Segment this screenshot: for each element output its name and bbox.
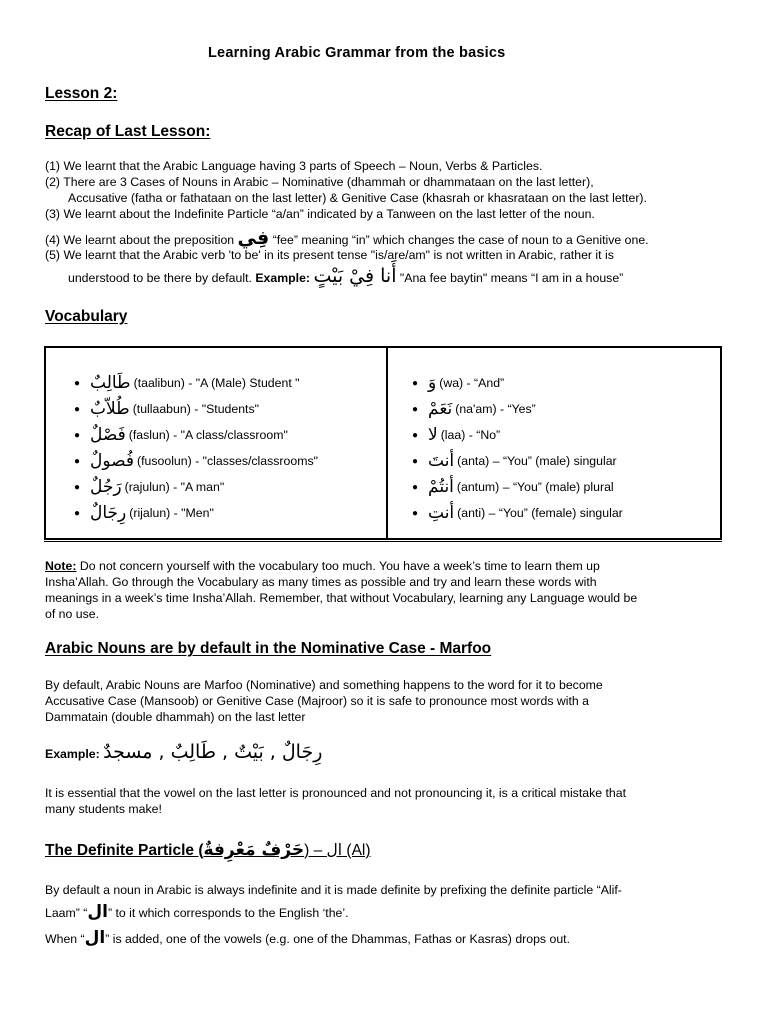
list-item bbox=[412, 500, 623, 526]
vocab-meaning: (anta) – “You” (male) singular bbox=[457, 454, 617, 468]
document-title: Learning Arabic Grammar from the basics bbox=[208, 45, 506, 61]
definite-line-3-pre: When “ bbox=[45, 932, 85, 946]
bullet-icon: ● bbox=[74, 481, 81, 493]
note-line-4: of no use. bbox=[45, 607, 100, 621]
vocab-arabic: فُصولٌ bbox=[90, 451, 135, 471]
recap-line-verb: (5) We learnt that the Arabic verb 'to be' in its present tense "is/are/am" is not written in Arabic, rather it is bbox=[45, 248, 614, 262]
bullet-icon: ● bbox=[412, 455, 419, 467]
vocab-arabic: وَ bbox=[428, 373, 437, 393]
vocab-arabic: نَعَمْ bbox=[428, 399, 453, 419]
list-item bbox=[412, 396, 623, 422]
note-text: Do not concern yourself with the vocabulary too much. You have a week’s time to learn them up bbox=[79, 559, 600, 573]
vocab-meaning: (antum) – “You” (male) plural bbox=[456, 480, 614, 494]
recap-line-example bbox=[68, 265, 624, 287]
recap-line-example-post: "Ana fee baytin" means “I am in a house” bbox=[399, 271, 624, 285]
recap-line-example-pre: understood to be there by default. bbox=[68, 271, 252, 285]
vocab-meaning: (fusoolun) - "classes/classrooms" bbox=[137, 454, 318, 468]
vocab-arabic: رِجَالٌ bbox=[90, 503, 127, 523]
definite-heading-pre: The Definite Particle ( bbox=[45, 842, 204, 859]
note-line-3: meanings in a week’s time Insha’Allah. Remember, that without Vocabulary, learning any Language would be bbox=[45, 591, 638, 605]
recap-line-1: (1) We learnt that the Arabic Language having 3 parts of Speech – Noun, Verbs & Particles. bbox=[45, 159, 543, 173]
bullet-icon: ● bbox=[412, 481, 419, 493]
bullet-icon: ● bbox=[412, 403, 419, 415]
nominative-example bbox=[45, 741, 323, 763]
nominative-line-2: Accusative Case (Mansoob) or Genitive Case (Majroor) so it is safe to pronounce most words with a bbox=[45, 694, 590, 708]
bullet-icon: ● bbox=[412, 507, 419, 519]
vocab-arabic: أنتِ bbox=[428, 503, 455, 523]
nominative-heading: Arabic Nouns are by default in the Nominative Case - Marfoo bbox=[45, 640, 492, 657]
vocabulary-right-list bbox=[412, 370, 623, 526]
lesson-heading: Lesson 2: bbox=[45, 85, 118, 102]
definite-heading bbox=[45, 840, 371, 860]
recap-line-preposition-pre: (4) We learnt about the preposition bbox=[45, 233, 235, 247]
list-item bbox=[412, 474, 623, 500]
definite-line-2 bbox=[45, 904, 349, 921]
definite-line-3 bbox=[45, 930, 570, 947]
vocab-meaning: (faslun) - "A class/classroom" bbox=[128, 428, 288, 442]
list-item bbox=[74, 370, 318, 396]
list-item bbox=[74, 422, 318, 448]
vocabulary-heading: Vocabulary bbox=[45, 308, 128, 325]
note-line-1 bbox=[45, 558, 600, 574]
bullet-icon: ● bbox=[412, 429, 419, 441]
vocab-arabic: أنتَ bbox=[428, 451, 455, 471]
bullet-icon: ● bbox=[74, 455, 81, 467]
list-item bbox=[74, 396, 318, 422]
vocab-meaning: (anti) – “You” (female) singular bbox=[457, 506, 623, 520]
recap-line-preposition bbox=[45, 227, 649, 249]
nominative-note-line-2: many students make! bbox=[45, 802, 162, 816]
vocab-meaning: (wa) - “And” bbox=[439, 376, 505, 390]
recap-heading: Recap of Last Lesson: bbox=[45, 123, 211, 140]
vocabulary-table-underline bbox=[44, 541, 722, 542]
example-label: Example: bbox=[255, 271, 311, 285]
vocabulary-column-divider bbox=[386, 348, 388, 538]
arabic-fee: فِي bbox=[237, 227, 270, 249]
recap-line-preposition-post: “fee” meaning “in” which changes the case of noun to a Genitive one. bbox=[272, 233, 649, 247]
vocabulary-table bbox=[44, 346, 722, 540]
recap-line-4: (3) We learnt about the Indefinite Particle “a/an” indicated by a Tanween on the last letter of the noun. bbox=[45, 207, 595, 221]
definite-line-2-pre: Laam” “ bbox=[45, 906, 88, 920]
vocab-arabic: رَجُلٌ bbox=[90, 477, 122, 497]
vocab-arabic: طُلاّبٌ bbox=[90, 399, 130, 419]
arabic-al: ال bbox=[87, 902, 108, 922]
list-item bbox=[412, 448, 623, 474]
bullet-icon: ● bbox=[74, 507, 81, 519]
nominative-example-arabic: رِجَالٌ , بَيْتٌ , طَالِبٌ , مسجدٌ bbox=[103, 741, 323, 763]
nominative-example-label: Example: bbox=[45, 747, 100, 761]
nominative-line-1: By default, Arabic Nouns are Marfoo (Nominative) and something happens to the word for it to become bbox=[45, 678, 603, 692]
list-item bbox=[74, 474, 318, 500]
definite-heading-arabic: حَرْفٌ مَعْرِفةٌ bbox=[203, 840, 305, 860]
vocab-arabic: فَصْلٌ bbox=[90, 425, 126, 445]
vocab-arabic: طَالِبٌ bbox=[90, 373, 131, 393]
definite-heading-post: ) – ال (Al) bbox=[304, 842, 371, 859]
vocab-meaning: (rijalun) - "Men" bbox=[129, 506, 214, 520]
definite-line-3-post: ” is added, one of the vowels (e.g. one of the Dhammas, Fathas or Kasras) drops out. bbox=[105, 932, 571, 946]
note-label: Note: bbox=[45, 559, 77, 573]
recap-line-2: (2) There are 3 Cases of Nouns in Arabic – Nominative (dhammah or dhammataan on the last letter), bbox=[45, 175, 594, 189]
vocab-arabic: لا bbox=[428, 425, 438, 445]
vocab-meaning: (taalibun) - "A (Male) Student " bbox=[133, 376, 300, 390]
list-item bbox=[412, 422, 623, 448]
bullet-icon: ● bbox=[74, 429, 81, 441]
vocab-arabic: أنتُمْ bbox=[428, 477, 454, 497]
list-item bbox=[412, 370, 623, 396]
list-item bbox=[74, 448, 318, 474]
vocab-meaning: (laa) - “No” bbox=[440, 428, 501, 442]
recap-line-3: Accusative (fatha or fathataan on the last letter) & Genitive Case (khasrah or khasrataan on the last letter). bbox=[68, 191, 647, 205]
bullet-icon: ● bbox=[412, 377, 419, 389]
vocab-meaning: (rajulun) - "A man" bbox=[124, 480, 225, 494]
arabic-example-sentence: أَنا فِيْ بَيْتٍ bbox=[313, 265, 397, 287]
definite-line-1: By default a noun in Arabic is always indefinite and it is made definite by prefixing the definite particle “Alif- bbox=[45, 883, 622, 897]
nominative-line-3: Dammatain (double dhammah) on the last letter bbox=[45, 710, 306, 724]
note-line-2: Insha’Allah. Go through the Vocabulary as many times as possible and try and learn these words with bbox=[45, 575, 597, 589]
vocab-meaning: (tullaabun) - "Students" bbox=[132, 402, 259, 416]
vocab-meaning: (na'am) - “Yes” bbox=[455, 402, 536, 416]
nominative-note-line-1: It is essential that the vowel on the last letter is pronounced and not pronouncing it, is a critical mistake that bbox=[45, 786, 627, 800]
definite-line-2-post: ” to it which corresponds to the English ‘the’. bbox=[107, 906, 349, 920]
bullet-icon: ● bbox=[74, 403, 81, 415]
arabic-al: ال bbox=[84, 928, 106, 948]
bullet-icon: ● bbox=[74, 377, 81, 389]
list-item bbox=[74, 500, 318, 526]
vocabulary-left-list bbox=[74, 370, 318, 526]
